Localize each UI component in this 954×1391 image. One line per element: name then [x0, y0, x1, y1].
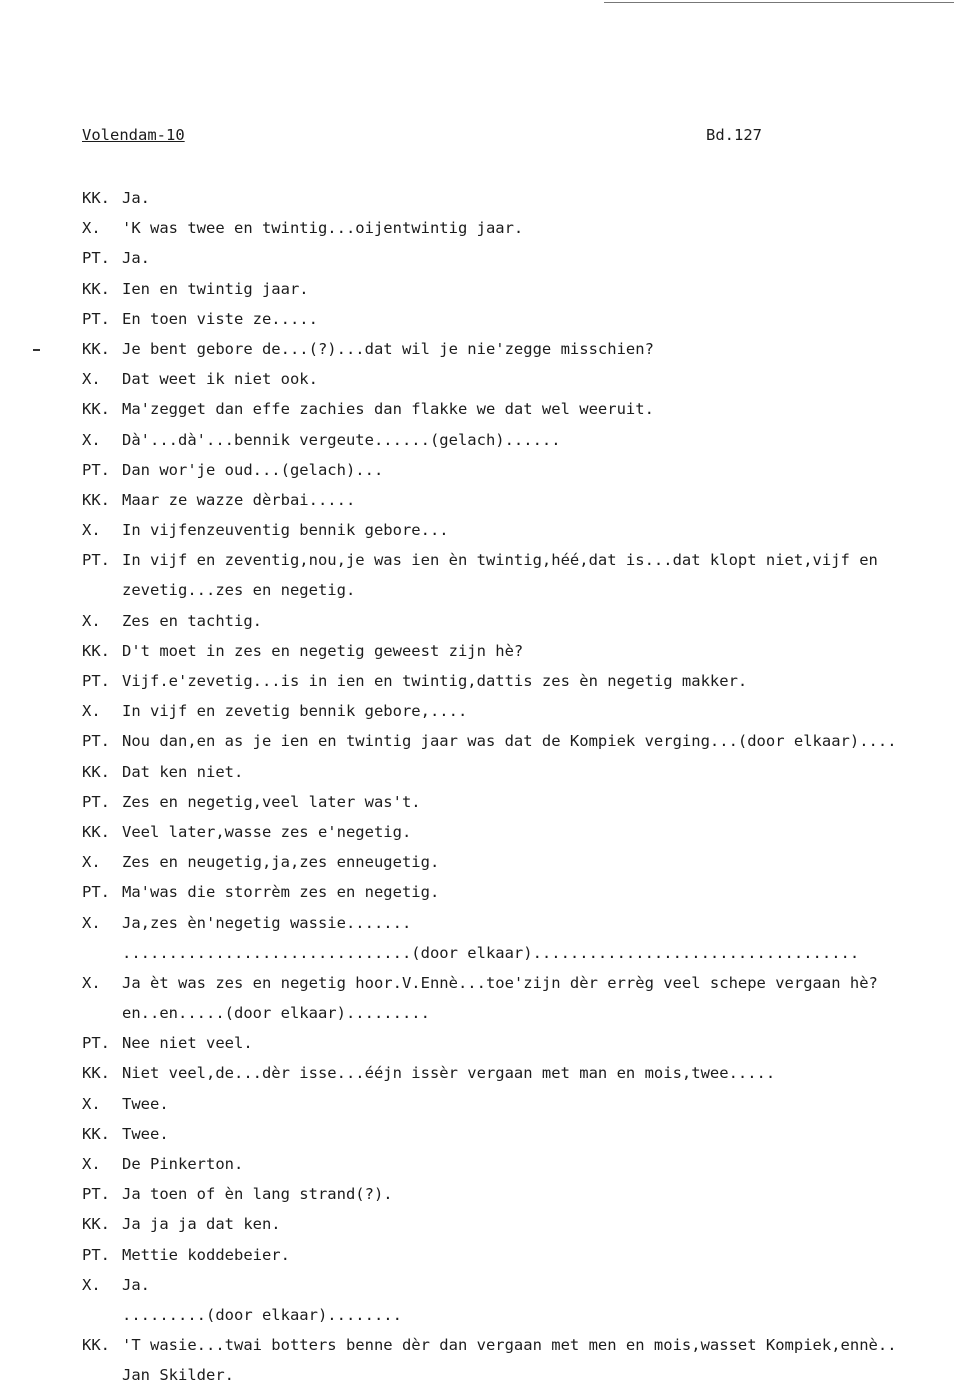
- transcript-line: [82, 1149, 954, 1179]
- utterance-text: Dat ken niet.: [122, 762, 244, 781]
- utterance-text: Je bent gebore de...(?)...dat wil je nie'zegge misschien?: [122, 339, 654, 358]
- transcript-line: [82, 817, 954, 847]
- speaker-label: X.: [82, 521, 101, 540]
- speaker-label: X.: [82, 702, 101, 721]
- speaker-label: X.: [82, 913, 101, 932]
- speaker-label: X.: [82, 1155, 101, 1173]
- transcript-line: [82, 787, 954, 817]
- speaker-label: PT.: [82, 1185, 110, 1204]
- transcript-line: [82, 304, 954, 334]
- utterance-text: 'K was twee en twintig...oijentwintig jaar.: [122, 219, 524, 238]
- utterance-text: Twee.: [122, 1094, 169, 1113]
- utterance-text: Ja èt was zes en negetig hoor.V.Ennè...toe'zijn dèr errèg veel schepe vergaan hè?: [122, 973, 878, 992]
- transcript-line: [82, 455, 954, 485]
- utterance-text: D't moet in zes en negetig geweest zijn hè?: [122, 641, 524, 660]
- transcript-line: [82, 183, 954, 213]
- transcript-line: [82, 1209, 954, 1239]
- utterance-text: 'T wasie...twai botters benne dèr dan vergaan met men en mois,wasset Kompiek,ennè..: [122, 1336, 897, 1355]
- utterance-text: Ja,zes èn'negetig wassie.......: [122, 913, 412, 932]
- speaker-label: PT.: [82, 551, 110, 570]
- utterance-text: Dà'...dà'...bennik vergeute......(gelach)......: [122, 430, 561, 449]
- utterance-text: Ja.: [122, 249, 150, 268]
- speaker-label: KK.: [82, 490, 110, 509]
- speaker-label: X.: [82, 1094, 101, 1113]
- speaker-label: KK.: [82, 279, 110, 298]
- transcript-line: [82, 1028, 954, 1058]
- utterance-text: Nee niet veel.: [122, 1034, 253, 1053]
- transcript-line: [82, 364, 954, 394]
- utterance-text: Twee.: [122, 1124, 169, 1143]
- speaker-label: X.: [82, 1275, 101, 1294]
- speaker-label: X.: [82, 853, 101, 872]
- transcript-line: [82, 938, 954, 968]
- transcript-line: [82, 757, 954, 787]
- transcript: [82, 183, 954, 1391]
- speaker-label: PT.: [82, 249, 110, 268]
- transcript-line: [82, 485, 954, 515]
- utterance-text: Jan Skilder.: [122, 1366, 234, 1385]
- speaker-label: KK.: [82, 641, 110, 660]
- utterance-text: Ma'was die storrèm zes en negetig.: [122, 883, 440, 902]
- utterance-text: Dat weet ik niet ook.: [122, 370, 318, 389]
- speaker-label: KK.: [82, 400, 110, 419]
- utterance-text: zevetig...zes en negetig.: [122, 581, 356, 600]
- utterance-text: Vijf.e'zevetig...is in ien en twintig,dattis zes èn negetig makker.: [122, 672, 748, 690]
- utterance-text: .........(door elkaar)........: [122, 1305, 402, 1324]
- transcript-line: [82, 1300, 954, 1330]
- speaker-label: PT.: [82, 883, 110, 902]
- transcript-line: [82, 425, 954, 455]
- speaker-label: PT.: [82, 309, 110, 328]
- speaker-label: X.: [82, 611, 101, 630]
- transcript-line: [82, 726, 954, 756]
- utterance-text: ...............................(door elkaar)...................................: [122, 943, 860, 962]
- utterance-text: Ja.: [122, 1275, 150, 1294]
- transcript-line: [82, 1240, 954, 1270]
- transcript-line: [82, 334, 954, 364]
- speaker-label: KK.: [82, 1124, 110, 1143]
- speaker-label: PT.: [82, 460, 110, 479]
- utterance-text: De Pinkerton.: [122, 1155, 244, 1173]
- page-reference: Bd.127: [706, 126, 762, 144]
- speaker-label: X.: [82, 219, 101, 238]
- utterance-text: Niet veel,de...dèr isse...ééjn issèr vergaan met man en mois,twee.....: [122, 1064, 776, 1083]
- utterance-text: In vijf en zeventig,nou,je was ien èn twintig,héé,dat is...dat klopt niet,vijf en: [122, 551, 878, 570]
- speaker-label: X.: [82, 973, 101, 992]
- speaker-label: KK.: [82, 339, 110, 358]
- utterance-text: Ien en twintig jaar.: [122, 279, 309, 298]
- utterance-text: In vijf en zevetig bennik gebore,....: [122, 702, 468, 721]
- transcript-line: [82, 213, 954, 243]
- transcript-line: [82, 968, 954, 998]
- transcript-line: [82, 847, 954, 877]
- utterance-text: en..en.....(door elkaar).........: [122, 1004, 430, 1023]
- speaker-label: PT.: [82, 1245, 110, 1264]
- speaker-label: KK.: [82, 762, 110, 781]
- utterance-text: Ja ja ja dat ken.: [122, 1215, 281, 1234]
- transcript-line: [82, 1119, 954, 1149]
- speaker-label: PT.: [82, 1034, 110, 1053]
- speaker-label: X.: [82, 430, 101, 449]
- page-header: [82, 126, 762, 144]
- utterance-text: Ja toen of èn lang strand(?).: [122, 1185, 393, 1204]
- speaker-label: KK.: [82, 1336, 110, 1355]
- utterance-text: Mettie koddebeier.: [122, 1245, 290, 1264]
- transcript-line: [82, 243, 954, 273]
- transcript-line: [82, 575, 954, 605]
- utterance-text: Nou dan,en as je ien en twintig jaar was dat de Kompiek verging...(door elkaar)....: [122, 732, 897, 751]
- speaker-label: PT.: [82, 672, 110, 690]
- speaker-label: KK.: [82, 1215, 110, 1234]
- utterance-text: En toen viste ze.....: [122, 309, 318, 328]
- utterance-text: Zes en tachtig.: [122, 611, 262, 630]
- utterance-text: In vijfenzeuventig bennik gebore...: [122, 521, 449, 540]
- speaker-label: KK.: [82, 1064, 110, 1083]
- transcript-line: [82, 998, 954, 1028]
- speaker-label: KK.: [82, 189, 110, 207]
- utterance-text: Zes en negetig,veel later was't.: [122, 792, 421, 811]
- speaker-label: X.: [82, 370, 101, 389]
- utterance-text: Veel later,wasse zes e'negetig.: [122, 822, 412, 841]
- utterance-text: Ma'zegget dan effe zachies dan flakke we dat wel weeruit.: [122, 400, 654, 419]
- speaker-label: PT.: [82, 792, 110, 811]
- margin-dash: [33, 349, 40, 351]
- transcript-line: [82, 606, 954, 636]
- speaker-label: KK.: [82, 822, 110, 841]
- transcript-line: [82, 877, 954, 907]
- utterance-text: Dan wor'je oud...(gelach)...: [122, 460, 384, 479]
- transcript-line: [82, 1270, 954, 1300]
- transcript-line: [82, 1058, 954, 1088]
- transcript-line: [82, 1360, 954, 1390]
- transcript-line: [82, 666, 954, 696]
- transcript-line: [82, 274, 954, 304]
- document-title: Volendam-10: [82, 126, 185, 144]
- top-rule: [604, 2, 954, 3]
- transcript-line: [82, 636, 954, 666]
- utterance-text: Maar ze wazze dèrbai.....: [122, 490, 356, 509]
- transcript-line: [82, 696, 954, 726]
- utterance-text: Ja.: [122, 189, 150, 207]
- transcript-line: [82, 515, 954, 545]
- transcript-line: [82, 1330, 954, 1360]
- speaker-label: PT.: [82, 732, 110, 751]
- transcript-line: [82, 545, 954, 575]
- transcript-line: [82, 1089, 954, 1119]
- utterance-text: Zes en neugetig,ja,zes enneugetig.: [122, 853, 440, 872]
- transcript-line: [82, 1179, 954, 1209]
- transcript-line: [82, 394, 954, 424]
- transcript-line: [82, 908, 954, 938]
